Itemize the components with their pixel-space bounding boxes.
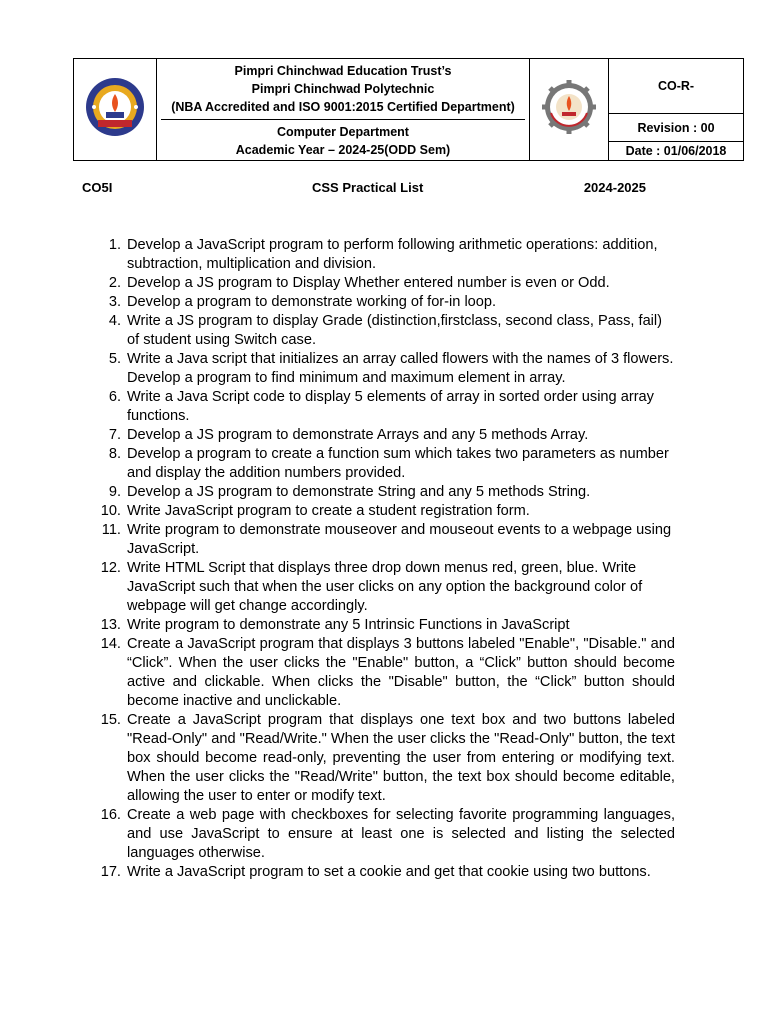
list-item-text: Create a JavaScript program that displays 3 buttons labeled "Enable", "Disable." and “Click”. When the user clicks the "Enable" button, a “Click” button should become active and clickable. When clicks the "Disable" button, the “Click” button should become inactive and unclickable. <box>127 636 675 709</box>
list-item <box>83 502 675 521</box>
list-item-text: Write program to demonstrate mouseover and mouseout events to a webpage using JavaScript. <box>127 522 672 557</box>
list-item <box>83 559 675 616</box>
list-item <box>83 274 675 293</box>
list-item-number: 3. <box>108 294 121 310</box>
document-header <box>73 58 744 161</box>
accreditation-line: (NBA Accredited and ISO 9001:2015 Certified Department) <box>171 100 515 114</box>
trust-logo-icon <box>84 76 146 138</box>
list-item-number: 15. <box>100 712 121 728</box>
academic-year: Academic Year – 2024-25(ODD Sem) <box>235 143 451 157</box>
list-item-number: 17. <box>100 864 121 880</box>
list-item-text: Write a Java Script code to display 5 elements of array in sorted order using array functions. <box>127 389 654 424</box>
list-item-number: 2. <box>108 275 121 291</box>
list-item-text: Develop a JS program to Display Whether entered number is even or Odd. <box>127 275 610 291</box>
list-item-text: Write JavaScript program to create a student registration form. <box>127 503 530 519</box>
polytechnic-logo-cell <box>530 59 609 161</box>
list-item-number: 14. <box>100 636 121 652</box>
document-code: CO-R- <box>609 59 743 114</box>
list-item-text: Write a JS program to display Grade (distinction,firstclass, second class, Pass, fail) of student using Switch case. <box>127 313 663 348</box>
list-item <box>83 483 675 502</box>
list-item <box>83 863 675 882</box>
list-item <box>83 521 675 559</box>
list-item-number: 8. <box>108 446 121 462</box>
list-item-text: Write program to demonstrate any 5 Intrinsic Functions in JavaScript <box>127 617 570 633</box>
list-item-text: Develop a JavaScript program to perform following arithmetic operations: addition, subtraction, multiplication and division. <box>127 237 658 272</box>
list-item <box>83 616 675 635</box>
document-control-cell <box>609 59 744 161</box>
list-item-number: 13. <box>100 617 121 633</box>
academic-year-label: 2024-2025 <box>583 180 646 195</box>
list-item <box>83 350 675 388</box>
list-item-text: Develop a JS program to demonstrate String and any 5 methods String. <box>127 484 591 500</box>
list-item <box>83 635 675 711</box>
revision-number: Revision : 00 <box>609 114 743 142</box>
list-item <box>83 445 675 483</box>
list-item-text: Write a Java script that initializes an array called flowers with the names of 3 flowers. Develop a program to find minimum and maximum element in array. <box>127 351 674 386</box>
page-title: CSS Practical List <box>312 180 424 195</box>
institute-details <box>157 59 530 161</box>
list-item <box>83 293 675 312</box>
list-item <box>83 806 675 863</box>
list-item-number: 6. <box>108 389 121 405</box>
list-item-number: 11. <box>101 522 121 538</box>
polytechnic-name: Pimpri Chinchwad Polytechnic <box>251 82 435 96</box>
list-item-text: Create a web page with checkboxes for selecting favorite programming languages, and use JavaScript to ensure at least one is selected and listing the selected languages otherwise. <box>127 807 675 861</box>
document-date: Date : 01/06/2018 <box>625 144 727 158</box>
list-item-number: 10. <box>100 503 121 519</box>
class-code: CO5I <box>82 180 113 195</box>
list-item-number: 9. <box>108 484 121 500</box>
list-item-text: Develop a JS program to demonstrate Arrays and any 5 methods Array. <box>127 427 589 443</box>
list-item-number: 5. <box>108 351 121 367</box>
department-name: Computer Department <box>277 125 409 139</box>
list-item-number: 7. <box>108 427 121 443</box>
list-item-number: 12. <box>100 560 121 576</box>
list-item-text: Develop a program to create a function sum which takes two parameters as number and display the addition numbers provided. <box>127 446 669 481</box>
list-item-text: Create a JavaScript program that displays one text box and two buttons labeled "Read-Only" and "Read/Write." When the user clicks the "Read-Only" button, the text box should become read-only, preventing the user from entering or modifying text. When the user clicks the "Read/Write" button, the text box should become editable, allowing the user to enter or modify text. <box>127 712 675 804</box>
list-item-text: Write a JavaScript program to set a cookie and get that cookie using two buttons. <box>127 864 651 880</box>
list-item <box>83 426 675 445</box>
practical-list <box>83 236 675 882</box>
gear-seal-icon <box>541 79 597 135</box>
trust-logo-cell <box>74 59 157 161</box>
list-item <box>83 312 675 350</box>
list-item <box>83 711 675 806</box>
list-item-number: 4. <box>108 313 121 329</box>
list-item <box>83 388 675 426</box>
list-item <box>83 236 675 274</box>
list-item-number: 16. <box>100 807 121 823</box>
list-item-number: 1. <box>108 237 121 253</box>
list-item-text: Develop a program to demonstrate working of for-in loop. <box>127 294 497 310</box>
list-item-text: Write HTML Script that displays three drop down menus red, green, blue. Write JavaScript such that when the user clicks on any option the background color of webpage will get change accordingly. <box>127 560 643 614</box>
trust-name: Pimpri Chinchwad Education Trust’s <box>234 64 452 78</box>
title-row <box>82 180 646 198</box>
